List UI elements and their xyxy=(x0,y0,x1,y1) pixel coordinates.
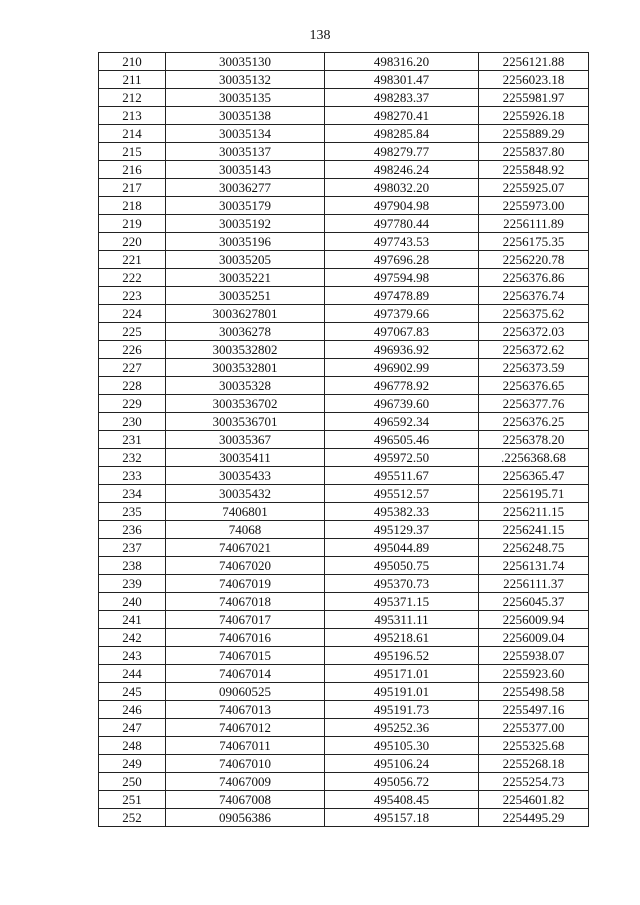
y-coordinate-cell: 2255889.29 xyxy=(479,125,589,143)
x-coordinate-cell: 498301.47 xyxy=(325,71,479,89)
y-coordinate-cell: 2255926.18 xyxy=(479,107,589,125)
x-coordinate-cell: 495056.72 xyxy=(325,773,479,791)
point-id-cell: 74067015 xyxy=(166,647,325,665)
x-coordinate-cell: 497696.28 xyxy=(325,251,479,269)
y-coordinate-cell: 2254495.29 xyxy=(479,809,589,827)
row-number-cell: 215 xyxy=(99,143,166,161)
point-id-cell: 09060525 xyxy=(166,683,325,701)
y-coordinate-cell: 2256220.78 xyxy=(479,251,589,269)
x-coordinate-cell: 497478.89 xyxy=(325,287,479,305)
table-row xyxy=(99,125,589,143)
row-number-cell: 231 xyxy=(99,431,166,449)
row-number-cell: 232 xyxy=(99,449,166,467)
y-coordinate-cell: 2256365.47 xyxy=(479,467,589,485)
row-number-cell: 218 xyxy=(99,197,166,215)
table-row xyxy=(99,269,589,287)
x-coordinate-cell: 497594.98 xyxy=(325,269,479,287)
row-number-cell: 237 xyxy=(99,539,166,557)
table-row xyxy=(99,629,589,647)
point-id-cell: 30035367 xyxy=(166,431,325,449)
row-number-cell: 234 xyxy=(99,485,166,503)
y-coordinate-cell: 2255848.92 xyxy=(479,161,589,179)
y-coordinate-cell: 2254601.82 xyxy=(479,791,589,809)
table-row xyxy=(99,773,589,791)
row-number-cell: 228 xyxy=(99,377,166,395)
table-row xyxy=(99,485,589,503)
coordinates-table-body xyxy=(99,53,589,827)
row-number-cell: 249 xyxy=(99,755,166,773)
point-id-cell: 30036277 xyxy=(166,179,325,197)
point-id-cell: 3003532802 xyxy=(166,341,325,359)
x-coordinate-cell: 495105.30 xyxy=(325,737,479,755)
table-row xyxy=(99,521,589,539)
row-number-cell: 238 xyxy=(99,557,166,575)
y-coordinate-cell: 2255497.16 xyxy=(479,701,589,719)
row-number-cell: 252 xyxy=(99,809,166,827)
y-coordinate-cell: 2256195.71 xyxy=(479,485,589,503)
y-coordinate-cell: 2255837.80 xyxy=(479,143,589,161)
point-id-cell: 09056386 xyxy=(166,809,325,827)
x-coordinate-cell: 495050.75 xyxy=(325,557,479,575)
point-id-cell: 30035432 xyxy=(166,485,325,503)
y-coordinate-cell: 2255377.00 xyxy=(479,719,589,737)
table-row xyxy=(99,557,589,575)
row-number-cell: 211 xyxy=(99,71,166,89)
point-id-cell: 30035205 xyxy=(166,251,325,269)
coordinates-table xyxy=(98,52,589,827)
y-coordinate-cell: 2255268.18 xyxy=(479,755,589,773)
point-id-cell: 30036278 xyxy=(166,323,325,341)
y-coordinate-cell: 2256375.62 xyxy=(479,305,589,323)
x-coordinate-cell: 498270.41 xyxy=(325,107,479,125)
point-id-cell: 74067016 xyxy=(166,629,325,647)
row-number-cell: 210 xyxy=(99,53,166,71)
point-id-cell: 74067009 xyxy=(166,773,325,791)
row-number-cell: 229 xyxy=(99,395,166,413)
row-number-cell: 250 xyxy=(99,773,166,791)
x-coordinate-cell: 498285.84 xyxy=(325,125,479,143)
y-coordinate-cell: 2256248.75 xyxy=(479,539,589,557)
row-number-cell: 213 xyxy=(99,107,166,125)
y-coordinate-cell: 2256241.15 xyxy=(479,521,589,539)
y-coordinate-cell: 2255498.58 xyxy=(479,683,589,701)
row-number-cell: 240 xyxy=(99,593,166,611)
y-coordinate-cell: .2256368.68 xyxy=(479,449,589,467)
point-id-cell: 30035130 xyxy=(166,53,325,71)
point-id-cell: 74067021 xyxy=(166,539,325,557)
x-coordinate-cell: 498316.20 xyxy=(325,53,479,71)
table-row xyxy=(99,737,589,755)
point-id-cell: 74067012 xyxy=(166,719,325,737)
y-coordinate-cell: 2256131.74 xyxy=(479,557,589,575)
table-row xyxy=(99,215,589,233)
table-row xyxy=(99,701,589,719)
row-number-cell: 219 xyxy=(99,215,166,233)
x-coordinate-cell: 496936.92 xyxy=(325,341,479,359)
row-number-cell: 247 xyxy=(99,719,166,737)
row-number-cell: 243 xyxy=(99,647,166,665)
point-id-cell: 3003536701 xyxy=(166,413,325,431)
row-number-cell: 248 xyxy=(99,737,166,755)
point-id-cell: 30035196 xyxy=(166,233,325,251)
x-coordinate-cell: 495370.73 xyxy=(325,575,479,593)
x-coordinate-cell: 497743.53 xyxy=(325,233,479,251)
row-number-cell: 235 xyxy=(99,503,166,521)
x-coordinate-cell: 495371.15 xyxy=(325,593,479,611)
table-row xyxy=(99,107,589,125)
point-id-cell: 74067008 xyxy=(166,791,325,809)
x-coordinate-cell: 495408.45 xyxy=(325,791,479,809)
point-id-cell: 3003536702 xyxy=(166,395,325,413)
table-row xyxy=(99,503,589,521)
point-id-cell: 30035251 xyxy=(166,287,325,305)
point-id-cell: 3003532801 xyxy=(166,359,325,377)
y-coordinate-cell: 2256009.94 xyxy=(479,611,589,629)
table-row xyxy=(99,791,589,809)
y-coordinate-cell: 2256111.37 xyxy=(479,575,589,593)
table-row xyxy=(99,413,589,431)
point-id-cell: 30035179 xyxy=(166,197,325,215)
point-id-cell: 74067013 xyxy=(166,701,325,719)
y-coordinate-cell: 2256045.37 xyxy=(479,593,589,611)
table-row xyxy=(99,53,589,71)
row-number-cell: 227 xyxy=(99,359,166,377)
row-number-cell: 223 xyxy=(99,287,166,305)
x-coordinate-cell: 495157.18 xyxy=(325,809,479,827)
point-id-cell: 3003627801 xyxy=(166,305,325,323)
x-coordinate-cell: 495511.67 xyxy=(325,467,479,485)
x-coordinate-cell: 496902.99 xyxy=(325,359,479,377)
x-coordinate-cell: 495252.36 xyxy=(325,719,479,737)
x-coordinate-cell: 497780.44 xyxy=(325,215,479,233)
table-row xyxy=(99,341,589,359)
x-coordinate-cell: 497904.98 xyxy=(325,197,479,215)
row-number-cell: 222 xyxy=(99,269,166,287)
x-coordinate-cell: 495382.33 xyxy=(325,503,479,521)
row-number-cell: 233 xyxy=(99,467,166,485)
y-coordinate-cell: 2256377.76 xyxy=(479,395,589,413)
x-coordinate-cell: 495171.01 xyxy=(325,665,479,683)
point-id-cell: 30035433 xyxy=(166,467,325,485)
y-coordinate-cell: 2256372.62 xyxy=(479,341,589,359)
point-id-cell: 30035143 xyxy=(166,161,325,179)
row-number-cell: 216 xyxy=(99,161,166,179)
table-row xyxy=(99,197,589,215)
table-row xyxy=(99,665,589,683)
page-number: 138 xyxy=(309,28,331,43)
table-row xyxy=(99,143,589,161)
row-number-cell: 220 xyxy=(99,233,166,251)
table-row xyxy=(99,611,589,629)
x-coordinate-cell: 495972.50 xyxy=(325,449,479,467)
point-id-cell: 74067011 xyxy=(166,737,325,755)
point-id-cell: 30035135 xyxy=(166,89,325,107)
point-id-cell: 74067019 xyxy=(166,575,325,593)
x-coordinate-cell: 495191.01 xyxy=(325,683,479,701)
table-row xyxy=(99,593,589,611)
x-coordinate-cell: 498279.77 xyxy=(325,143,479,161)
y-coordinate-cell: 2256376.74 xyxy=(479,287,589,305)
y-coordinate-cell: 2256211.15 xyxy=(479,503,589,521)
x-coordinate-cell: 498032.20 xyxy=(325,179,479,197)
y-coordinate-cell: 2255325.68 xyxy=(479,737,589,755)
y-coordinate-cell: 2256376.25 xyxy=(479,413,589,431)
table-row xyxy=(99,251,589,269)
x-coordinate-cell: 495129.37 xyxy=(325,521,479,539)
row-number-cell: 244 xyxy=(99,665,166,683)
table-row xyxy=(99,719,589,737)
row-number-cell: 251 xyxy=(99,791,166,809)
table-row xyxy=(99,575,589,593)
y-coordinate-cell: 2255254.73 xyxy=(479,773,589,791)
y-coordinate-cell: 2256009.04 xyxy=(479,629,589,647)
x-coordinate-cell: 495044.89 xyxy=(325,539,479,557)
y-coordinate-cell: 2255938.07 xyxy=(479,647,589,665)
x-coordinate-cell: 496592.34 xyxy=(325,413,479,431)
table-row xyxy=(99,647,589,665)
x-coordinate-cell: 495311.11 xyxy=(325,611,479,629)
point-id-cell: 30035192 xyxy=(166,215,325,233)
y-coordinate-cell: 2255973.00 xyxy=(479,197,589,215)
point-id-cell: 74067018 xyxy=(166,593,325,611)
table-row xyxy=(99,161,589,179)
table-row xyxy=(99,431,589,449)
x-coordinate-cell: 495218.61 xyxy=(325,629,479,647)
table-row xyxy=(99,377,589,395)
point-id-cell: 30035132 xyxy=(166,71,325,89)
x-coordinate-cell: 497067.83 xyxy=(325,323,479,341)
x-coordinate-cell: 498246.24 xyxy=(325,161,479,179)
point-id-cell: 30035411 xyxy=(166,449,325,467)
y-coordinate-cell: 2256023.18 xyxy=(479,71,589,89)
row-number-cell: 239 xyxy=(99,575,166,593)
table-row xyxy=(99,71,589,89)
row-number-cell: 214 xyxy=(99,125,166,143)
table-row xyxy=(99,467,589,485)
table-row xyxy=(99,539,589,557)
table-row xyxy=(99,395,589,413)
table-row xyxy=(99,359,589,377)
point-id-cell: 30035134 xyxy=(166,125,325,143)
row-number-cell: 242 xyxy=(99,629,166,647)
row-number-cell: 224 xyxy=(99,305,166,323)
y-coordinate-cell: 2256175.35 xyxy=(479,233,589,251)
x-coordinate-cell: 496739.60 xyxy=(325,395,479,413)
table-row xyxy=(99,755,589,773)
x-coordinate-cell: 495512.57 xyxy=(325,485,479,503)
table-row xyxy=(99,809,589,827)
y-coordinate-cell: 2256376.86 xyxy=(479,269,589,287)
table-row xyxy=(99,287,589,305)
y-coordinate-cell: 2255981.97 xyxy=(479,89,589,107)
x-coordinate-cell: 495191.73 xyxy=(325,701,479,719)
point-id-cell: 74068 xyxy=(166,521,325,539)
point-id-cell: 74067010 xyxy=(166,755,325,773)
point-id-cell: 30035137 xyxy=(166,143,325,161)
row-number-cell: 245 xyxy=(99,683,166,701)
table-row xyxy=(99,233,589,251)
table-row xyxy=(99,683,589,701)
row-number-cell: 226 xyxy=(99,341,166,359)
table-row xyxy=(99,323,589,341)
point-id-cell: 74067017 xyxy=(166,611,325,629)
x-coordinate-cell: 497379.66 xyxy=(325,305,479,323)
row-number-cell: 217 xyxy=(99,179,166,197)
y-coordinate-cell: 2256378.20 xyxy=(479,431,589,449)
table-row xyxy=(99,305,589,323)
row-number-cell: 236 xyxy=(99,521,166,539)
point-id-cell: 74067014 xyxy=(166,665,325,683)
row-number-cell: 221 xyxy=(99,251,166,269)
row-number-cell: 246 xyxy=(99,701,166,719)
x-coordinate-cell: 496505.46 xyxy=(325,431,479,449)
row-number-cell: 241 xyxy=(99,611,166,629)
y-coordinate-cell: 2256373.59 xyxy=(479,359,589,377)
row-number-cell: 212 xyxy=(99,89,166,107)
row-number-cell: 225 xyxy=(99,323,166,341)
point-id-cell: 74067020 xyxy=(166,557,325,575)
y-coordinate-cell: 2255923.60 xyxy=(479,665,589,683)
point-id-cell: 30035221 xyxy=(166,269,325,287)
y-coordinate-cell: 2256376.65 xyxy=(479,377,589,395)
x-coordinate-cell: 496778.92 xyxy=(325,377,479,395)
row-number-cell: 230 xyxy=(99,413,166,431)
point-id-cell: 30035328 xyxy=(166,377,325,395)
table-row xyxy=(99,89,589,107)
point-id-cell: 30035138 xyxy=(166,107,325,125)
table-row xyxy=(99,179,589,197)
x-coordinate-cell: 495196.52 xyxy=(325,647,479,665)
x-coordinate-cell: 495106.24 xyxy=(325,755,479,773)
y-coordinate-cell: 2256121.88 xyxy=(479,53,589,71)
y-coordinate-cell: 2256372.03 xyxy=(479,323,589,341)
x-coordinate-cell: 498283.37 xyxy=(325,89,479,107)
point-id-cell: 7406801 xyxy=(166,503,325,521)
table-row xyxy=(99,449,589,467)
y-coordinate-cell: 2256111.89 xyxy=(479,215,589,233)
y-coordinate-cell: 2255925.07 xyxy=(479,179,589,197)
